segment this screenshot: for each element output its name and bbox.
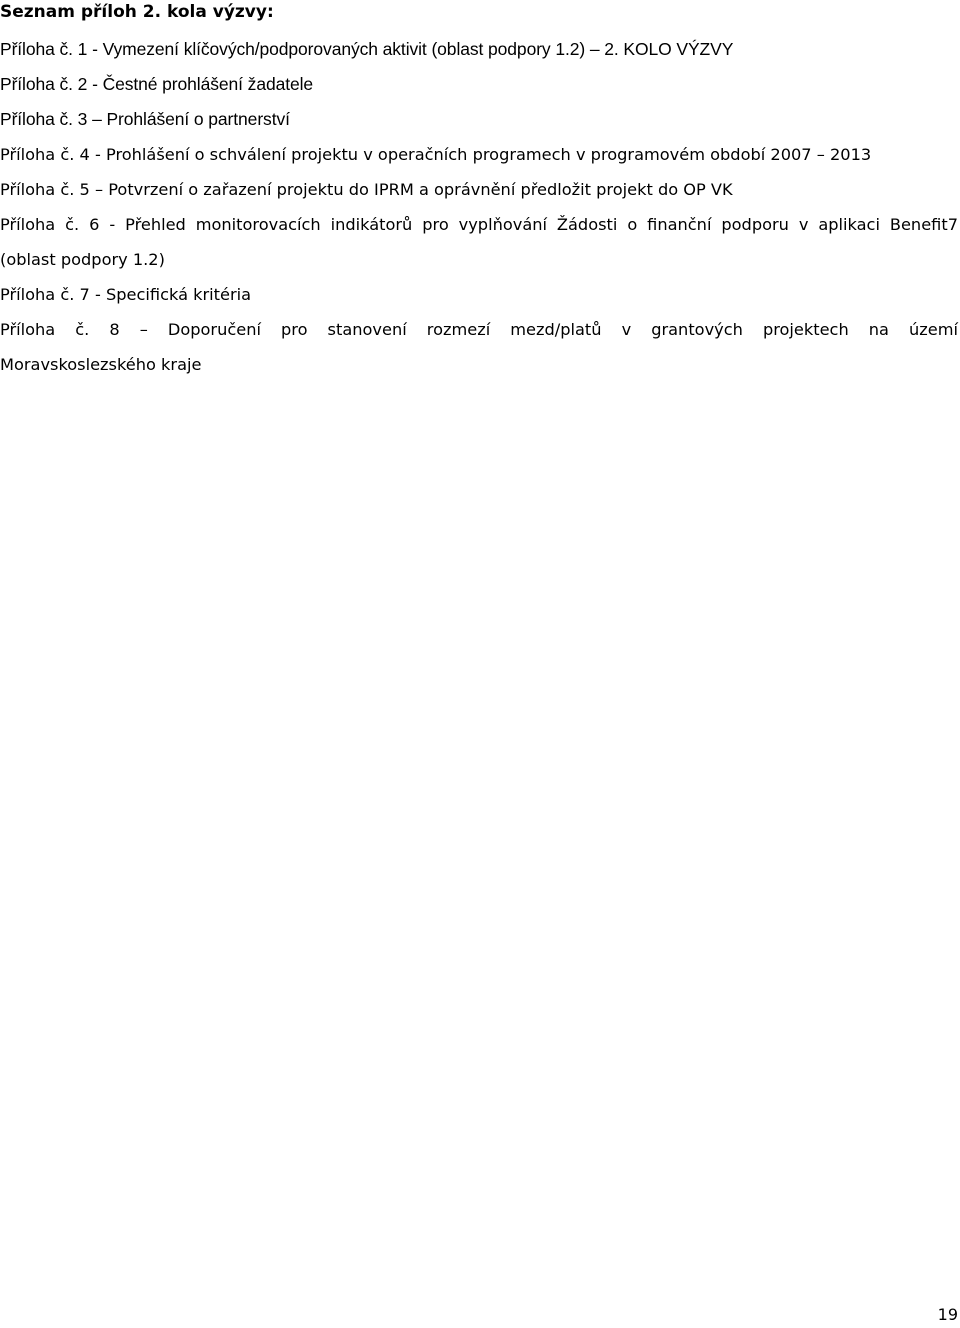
document-heading: Seznam příloh 2. kola výzvy: (0, 2, 274, 22)
attachment-6: Příloha č. 6 - Přehled monitorovacích indikátorů pro vyplňování Žádosti o finanční podporu v aplikaci Benefit7 (0, 215, 958, 234)
attachment-4: Příloha č. 4 - Prohlášení o schválení projektu v operačních programech v programovém období 2007 – 2013 (0, 145, 872, 164)
attachment-7: Příloha č. 7 - Specifická kritéria (0, 285, 252, 304)
attachment-8-continuation: Moravskoslezského kraje (0, 355, 202, 374)
attachment-6-continuation: (oblast podpory 1.2) (0, 250, 165, 269)
attachment-8: Příloha č. 8 – Doporučení pro stanovení rozmezí mezd/platů v grantových projektech na území (0, 320, 958, 339)
attachment-2: Příloha č. 2 - Čestné prohlášení žadatele (0, 74, 314, 94)
attachment-1: Příloha č. 1 - Vymezení klíčových/podporovaných aktivit (oblast podpory 1.2) – 2. KOLO VÝZVY (0, 39, 734, 59)
page-number: 19 (937, 1305, 958, 1324)
attachment-list (0, 32, 958, 382)
attachment-3: Příloha č. 3 – Prohlášení o partnerství (0, 109, 290, 129)
attachment-5: Příloha č. 5 – Potvrzení o zařazení projektu do IPRM a oprávnění předložit projekt do OP VK (0, 180, 733, 199)
